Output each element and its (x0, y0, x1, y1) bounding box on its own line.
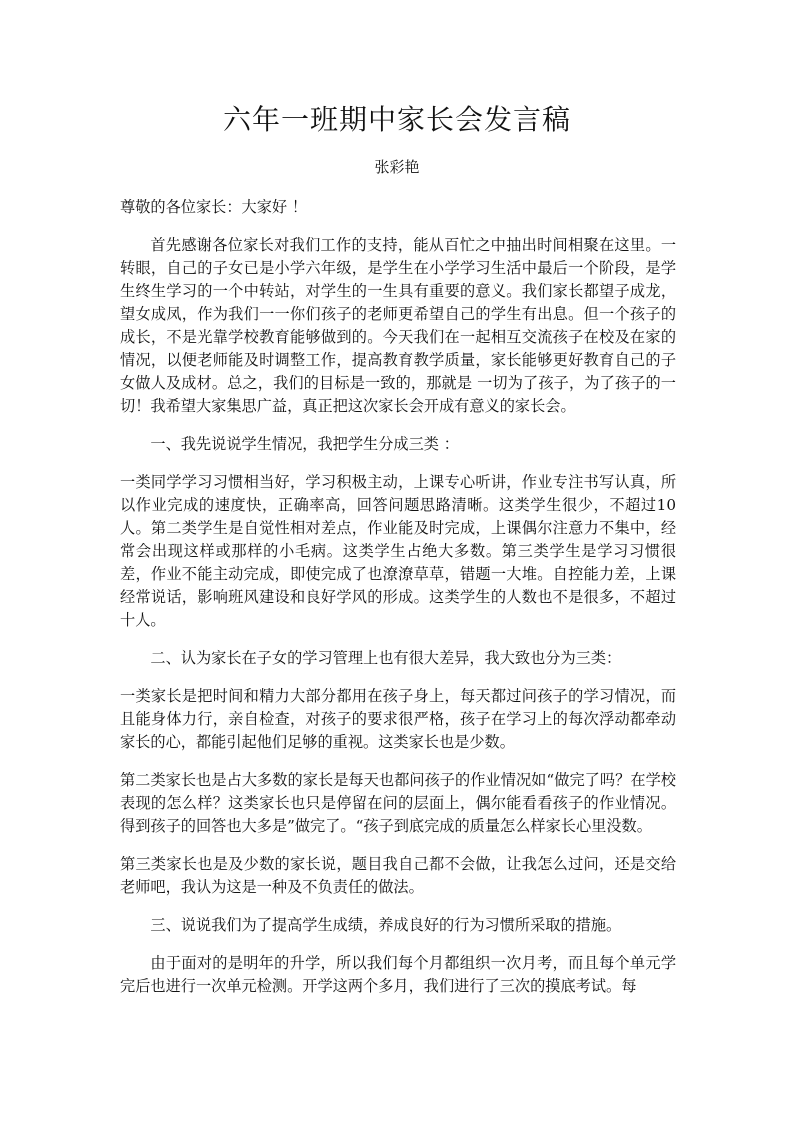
document-title: 六年一班期中家长会发言稿 (222, 103, 571, 136)
student-types-paragraph: 一类同学学习习惯相当好，学习积极主动，上课专心听讲，作业专注书写认真，所以作业完成的速度快，正确率高，回答问题思路清晰。这类学生很少，不超过10人。第二类学生是自觉性相对差点，作业能及时完成，上课偶尔注意力不集中，经常会出现这样或那样的小毛病。这类学生占绝大多数。第三类学生是学习习惯很差，作业不能主动完成，即使完成了也潦潦草草，错题一大堆。自控能力差，上课经常说话，影响班风建设和良好学风的形成。这类学生的人数也不是很多，不超过十人。 (120, 473, 676, 629)
author-name: 张彩艳 (374, 158, 420, 176)
parent-type-two-paragraph: 第二类家长也是占大多数的家长是每天也都问孩子的作业情况如“做完了吗？在学校表现的怎么样？这类家长也只是停留在问的层面上，偶尔能看看孩子的作业情况。得到孩子的回答也大多是”做完了。“孩子到底完成的质量怎么样家长心里没数。 (120, 771, 676, 835)
document-body (120, 196, 676, 998)
section-heading-parents: 二、认为家长在子女的学习管理上也有很大差异，我大致也分为三类： (150, 649, 622, 667)
greeting-paragraph: 尊敬的各位家长：大家好 ！ (120, 198, 308, 216)
section-heading-students: 一、我先说说学生情况，我把学生分成三类 ： (150, 435, 459, 453)
section-heading-measures: 三、说说我们为了提高学生成绩，养成良好的行为习惯所采取的措施。 (150, 916, 622, 934)
parent-type-one-paragraph: 一类家长是把时间和精力大部分都用在孩子身上，每天都过问孩子的学习情况，而且能身体力行，亲自检查，对孩子的要求很严格，孩子在学习上的每次浮动都牵动家长的心，都能引起他们足够的重视。这类家长也是少数。 (120, 687, 676, 751)
measures-paragraph: 由于面对的是明年的升学，所以我们每个月都组织一次月考，而且每个单元学完后也进行一次单元检测。开学这两个多月，我们进行了三次的摸底考试。每 (120, 954, 676, 995)
intro-paragraph: 首先感谢各位家长对我们工作的支持，能从百忙之中抽出时间相聚在这里。一转眼，自己的子女已是小学六年级，是学生在小学学习生活中最后一个阶段，是学生终生学习的一个中转站，对学生的一生具有重要的意义。我们家长都望子成龙，望女成凤，作为我们一一你们孩子的老师更希望自己的学生有出息。但一个孩子的成长，不是光靠学校教育能够做到的。今天我们在一起相互交流孩子在校及在家的情况，以便老师能及时调整工作，提高教育教学质量，家长能够更好教育自己的子女做人及成材。总之，我们的目标是一致的，那就是 一切为了孩子，为了孩子的一切！我希望大家集思广益，真正把这次家长会开成有意义的家长会。 (120, 236, 676, 415)
parent-type-three-paragraph: 第三类家长也是及少数的家长说，题目我自己都不会做，让我怎么过问，还是交给老师吧，我认为这是一种及不负责任的做法。 (120, 855, 676, 896)
